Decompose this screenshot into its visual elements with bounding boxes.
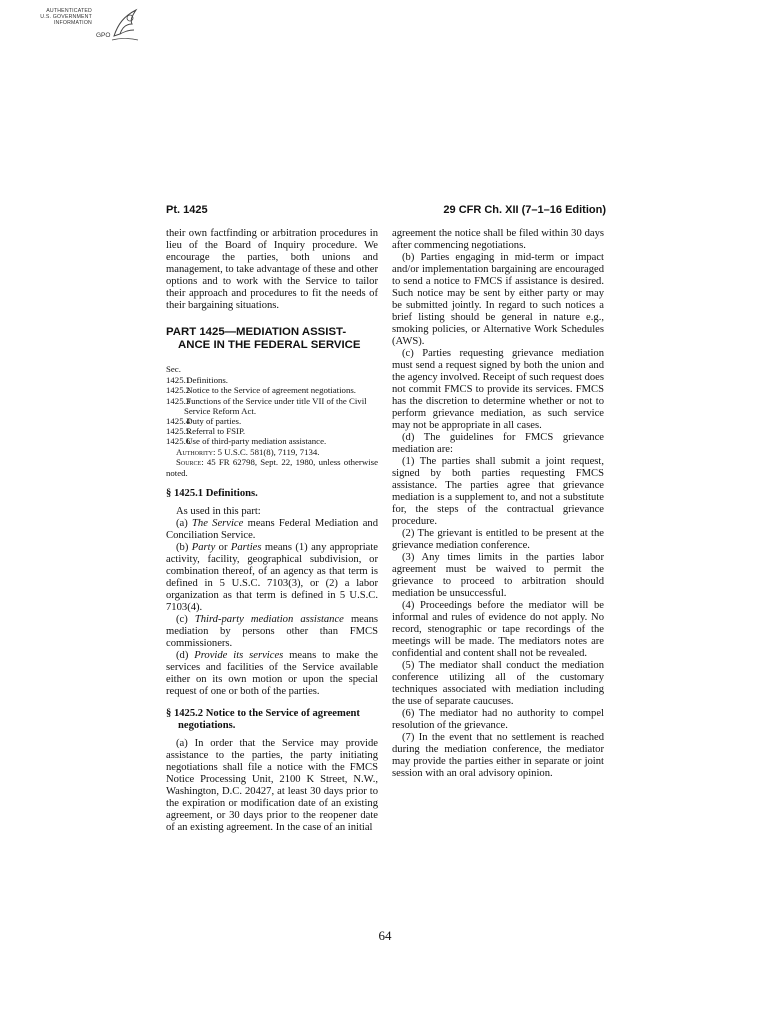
page-number: 64: [378, 928, 392, 943]
s1-intro: As used in this part:: [176, 506, 261, 518]
defined-term: Party: [191, 542, 216, 554]
running-header: [166, 204, 606, 220]
toc-item-title: Definitions.: [186, 375, 228, 386]
seal-line-3: INFORMATION: [53, 20, 92, 26]
s2-paragraph-d4: (4) Proceedings before the mediator will be informal and rules of evidence do not apply. No record, stenographic or tape recordings of the meetings will be made. The mediators notes are confidential and content shall not be revealed.: [392, 600, 604, 659]
defined-term: Provide its services: [194, 650, 284, 662]
para-marker: (c): [176, 614, 195, 626]
intro-paragraph: their own factfinding or arbitration procedures in lieu of the Board of Inquiry procedure. We encourage the parties, both unions and management, to take advantage of these and other options and to work with the Service to tailor their approach and procedures to fit the needs of their bargaining situations.: [166, 228, 378, 311]
toc-item-title: Duty of parties.: [186, 416, 242, 427]
s1-paragraph-a: [166, 518, 378, 542]
connector-text: or: [215, 542, 231, 554]
definition-text: means mediation by persons other than FMCS commissioners.: [166, 614, 379, 650]
seal-line-1: AUTHENTICATED: [46, 8, 92, 14]
para-marker: (d): [176, 650, 195, 662]
s2-paragraph-d1: (1) The parties shall submit a joint request, signed by both parties requesting FMCS assistance. The parties agree that grievance mediation is a supplement to, and not a substitute for, the steps of the contractual grievance procedure.: [392, 456, 604, 527]
source-text: 45 FR 62798, Sept. 22, 1980, unless otherwise noted.: [166, 457, 378, 478]
para-marker: (a): [176, 518, 193, 530]
toc-item: [166, 426, 378, 436]
part-heading: [166, 326, 378, 352]
authority-note: [166, 447, 378, 458]
toc-item-number: 1425.6: [166, 436, 191, 447]
defined-term: Third-party mediation assistance: [194, 614, 344, 626]
s2-paragraph-d2: (2) The grievant is entitled to be present at the grievance mediation conference.: [392, 528, 604, 551]
defined-term: Parties: [230, 542, 262, 554]
definition-text: means (1) any appropriate activity, facility, geographical subdivision, or combination thereof, of an agency as that term is defined in 5 U.S.C. 7103(3), or (2) a labor organization as that term is defined in 5 U.S.C. 7103(4).: [166, 542, 379, 614]
s2-paragraph-c: (c) Parties requesting grievance mediation must send a request signed by both the union and the agency involved. Receipt of such request does not commit FMCS to provide its services. FMCS has the discretion to determine whether or not to perform grievance mediation, as such service may not be appropriate in all cases.: [392, 348, 604, 431]
s2-paragraph-d7: (7) In the event that no settlement is reached during the mediation conference, the mediator may provide the parties either in separate or joint session with an oral advisory opinion.: [392, 732, 604, 779]
section-1425-1-heading: § 1425.1 Definitions.: [166, 488, 258, 500]
para-marker: (b): [176, 542, 192, 554]
s2-paragraph-a: (a) In order that the Service may provide assistance to the parties, the party initiating negotiations shall file a notice with the FMCS Notice Processing Unit, 2100 K Street, N.W., Washington, D.C. 20427, at least 30 days prior to the expiration or modification date of an existing agreement, or 30 days prior to the reopener date of an existing agreement. In the case of an initial: [166, 738, 378, 834]
authority-label: Authority:: [176, 446, 216, 457]
header-part-label: Pt. 1425: [166, 204, 208, 216]
seal-gpo-label: GPO: [96, 32, 111, 39]
eagle-seal-icon: [110, 6, 142, 46]
toc-sec-label: Sec.: [166, 364, 181, 374]
toc-item: [166, 416, 378, 426]
part-heading-line-1: PART 1425—MEDIATION ASSIST-: [166, 326, 347, 338]
section-1425-2-heading: § 1425.2 Notice to the Service of agreement negotiations.: [166, 708, 360, 732]
toc-item: [166, 385, 378, 395]
toc-item-number: 1425.1: [166, 375, 191, 386]
part-heading-line-2: ANCE IN THE FEDERAL SERVICE: [178, 339, 361, 351]
definition-text: means Federal Mediation and Conciliation Service.: [166, 518, 378, 542]
toc-item-title: Referral to FSIP.: [186, 426, 246, 437]
s1-paragraph-c: [166, 614, 378, 650]
left-column: [166, 228, 378, 834]
authority-text: 5 U.S.C. 581(8), 7119, 7134.: [217, 446, 320, 457]
defined-term: The Service: [192, 518, 244, 530]
s2-paragraph-d5: (5) The mediator shall conduct the mediation conference utilizing all of the customary techniques associated with mediation including the use of separate caucuses.: [392, 660, 604, 707]
seal-text: [30, 8, 92, 26]
s2-paragraph-d: (d) The guidelines for FMCS grievance mediation are:: [392, 432, 604, 455]
seal-line-2: U.S. GOVERNMENT: [40, 14, 92, 20]
table-of-contents: [166, 364, 378, 447]
s2-paragraph-d6: (6) The mediator had no authority to compel resolution of the grievance.: [392, 708, 604, 731]
s2-a-continued: agreement the notice shall be filed within 30 days after commencing negotiations.: [392, 228, 604, 251]
s1-paragraph-b: [166, 542, 378, 614]
toc-item: [166, 396, 378, 416]
source-note: [166, 457, 378, 478]
toc-item-number: 1425.5: [166, 426, 191, 437]
s2-paragraph-b: (b) Parties engaging in mid-term or impact and/or implementation bargaining are encouraged to send a notice to FMCS if assistance is desired. Such notice may be sent by either party or may be submitted jointly. In regard to such notices a brief listing should be general in nature e.g., smoking policies, or Alternative Work Schedules (AWS).: [392, 252, 604, 347]
gpo-authentication-seal: [30, 6, 140, 50]
toc-item-title: Use of third-party mediation assistance.: [186, 436, 327, 447]
toc-item-number: 1425.3: [166, 395, 191, 406]
definition-text: means to make the services and facilities of the Service available either on its own motion or upon the special request of one or both of the parties.: [166, 650, 378, 698]
header-cfr-edition: 29 CFR Ch. XII (7–1–16 Edition): [443, 204, 606, 216]
toc-item-title: Notice to the Service of agreement negotiations.: [186, 385, 356, 396]
toc-item-title: Functions of the Service under title VII of the Civil Service Reform Act.: [184, 395, 367, 416]
s1-paragraph-d: [166, 650, 378, 698]
toc-item-number: 1425.2: [166, 385, 191, 396]
toc-item: [166, 375, 378, 385]
toc-item-number: 1425.4: [166, 416, 191, 427]
source-label: Source:: [176, 457, 204, 468]
toc-item: [166, 436, 378, 446]
s2-paragraph-d3: (3) Any times limits in the parties labor agreement must be waived to permit the grievance to proceed to arbitration should mediation be unsuccessful.: [392, 552, 604, 599]
right-column: [392, 228, 604, 780]
